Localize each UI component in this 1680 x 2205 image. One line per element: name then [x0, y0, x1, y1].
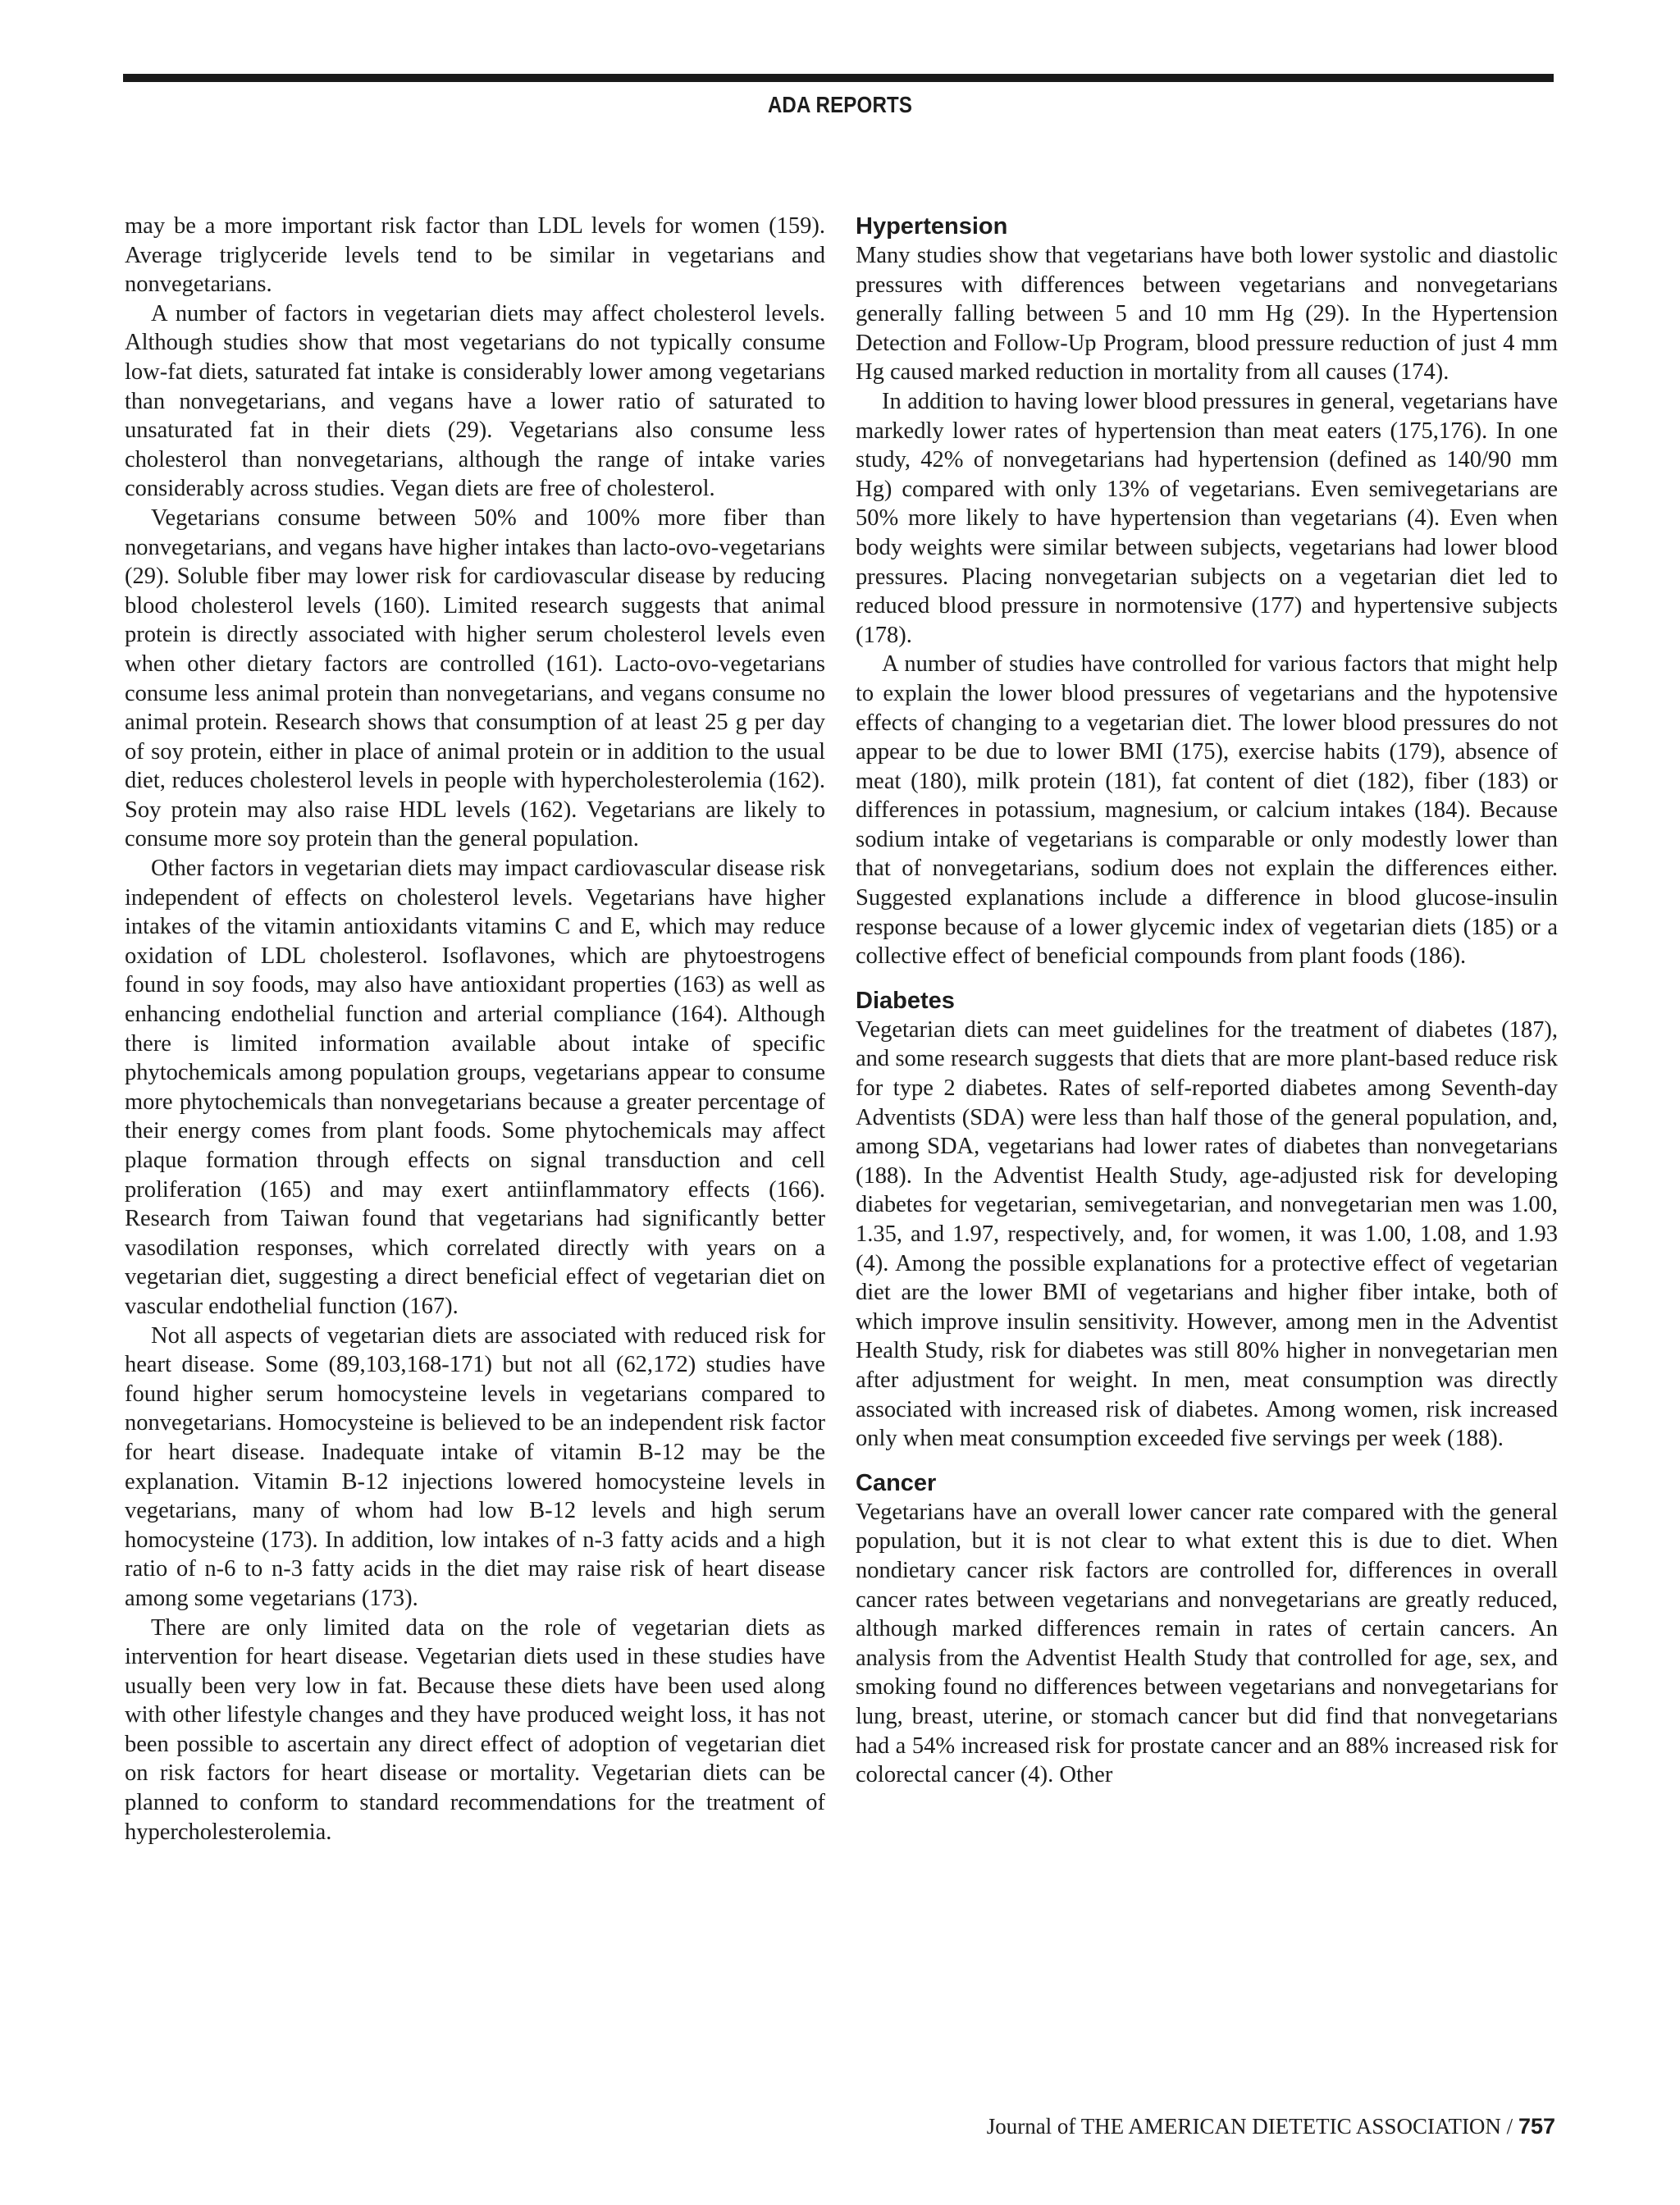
journal-name: Journal of THE AMERICAN DIETETIC ASSOCIATION / — [986, 2114, 1518, 2139]
section-heading-diabetes: Diabetes — [856, 987, 955, 1014]
paragraph: Many studies show that vegetarians have both lower systolic and diastolic pressures with differences between vegetarians and nonvegetarians generally falling between 5 and 10 mm Hg (29). In the Hypertension Detection and Follow-Up Program, blood pressure reduction of just 4 mm Hg caused marked reduction in mortality from all causes (174). — [856, 243, 1558, 386]
right-column — [856, 212, 1558, 1790]
section-heading-hypertension: Hypertension — [856, 213, 1008, 240]
left-column — [125, 212, 825, 1847]
paragraph: Vegetarian diets can meet guidelines for the treatment of diabetes (187), and some research suggests that diets that are more plant-based reduce risk for type 2 diabetes. Rates of self-reported diabetes among Seventh-day Adventists (SDA) were less than half those of the general population, and, among SDA, vegetarians had lower rates of diabetes than nonvegetarians (188). In the Adventist Health Study, age-adjusted risk for developing diabetes for vegetarian, semivegetarian, and nonvegetarian men was 1.00, 1.35, and 1.97, respectively, and, for women, it was 1.00, 1.08, and 1.93 (4). Among the possible explanations for a protective effect of vegetarian diet are the lower BMI of vegetarians and higher fiber intake, both of which improve insulin sensitivity. However, among men in the Adventist Health Study, risk for diabetes was still 80% higher in nonvegetarian men after adjustment for weight. In men, meat consumption was directly associated with increased risk of diabetes. Among women, risk increased only when meat consumption exceeded five servings per week (188). — [856, 1016, 1558, 1452]
paragraph: A number of studies have controlled for various factors that might help to explain the lower blood pressures of vegetarians and the hypotensive effects of changing to a vegetarian diet. The lower blood pressures do not appear to be due to lower BMI (175), exercise habits (179), absence of meat (180), milk protein (181), fat content of diet (182), fiber (183) or differences in potassium, magnesium, or calcium intakes (184). Because sodium intake of vegetarians is comparable or only modestly lower than that of nonvegetarians, sodium does not explain the differences either. Suggested explanations include a difference in blood glucose-insulin response because of a lower glycemic index of vegetarian diets (185) or a collective effect of beneficial compounds from plant foods (186). — [856, 651, 1558, 970]
paragraph: A number of factors in vegetarian diets may affect cholesterol levels. Although studies show that most vegetarians do not typically consume low-fat diets, saturated fat intake is considerably lower among vegetarians than nonvegetarians, and vegans have a lower ratio of saturated to unsaturated fat in their diets (29). Vegetarians also consume less cholesterol than nonvegetarians, although the range of intake varies considerably across studies. Vegan diets are free of cholesterol. — [125, 300, 825, 502]
paragraph: may be a more important risk factor than LDL levels for women (159). Average triglyceride levels tend to be similar in vegetarians and nonvegetarians. — [125, 213, 825, 298]
paragraph: Vegetarians consume between 50% and 100% more fiber than nonvegetarians, and vegans have higher intakes than lacto-ovo-vegetarians (29). Soluble fiber may lower risk for cardiovascular disease by reducing blood cholesterol levels (160). Limited research suggests that animal protein is directly associated with higher serum cholesterol levels even when other dietary factors are controlled (161). Lacto-ovo-vegetarians consume less animal protein than nonvegetarians, and vegans consume no animal protein. Research shows that consumption of at least 25 g per day of soy protein, either in place of animal protein or in addition to the usual diet, reduces cholesterol levels in people with hypercholesterolemia (162). Soy protein may also raise HDL levels (162). Vegetarians are likely to consume more soy protein than the general population. — [125, 504, 825, 852]
section-label: ADA REPORTS — [767, 92, 913, 117]
page-footer — [987, 2114, 1555, 2139]
paragraph: There are only limited data on the role of vegetarian diets as intervention for heart disease. Vegetarian diets used in these studies have usually been very low in fat. Because these diets have been used along with other lifestyle changes and they have produced weight loss, it has not been possible to ascertain any direct effect of adoption of vegetarian diet on risk factors for heart disease or mortality. Vegetarian diets can be planned to conform to standard recommendations for the treatment of hypercholesterolemia. — [125, 1614, 825, 1845]
paragraph: Not all aspects of vegetarian diets are associated with reduced risk for heart disease. Some (89,103,168-171) but not all (62,172) studies have found higher serum homocysteine levels in vegetarians compared to nonvegetarians. Homocysteine is believed to be an independent risk factor for heart disease. Inadequate intake of vitamin B-12 may be the explanation. Vitamin B-12 injections lowered homocysteine levels in vegetarians, many of whom had low B-12 levels and high serum homocysteine (173). In addition, low intakes of n-3 fatty acids and a high ratio of n-6 to n-3 fatty acids in the diet may raise risk of heart disease among some vegetarians (173). — [125, 1322, 825, 1611]
header-rule — [123, 74, 1554, 82]
section-heading-cancer: Cancer — [856, 1469, 937, 1496]
paragraph: In addition to having lower blood pressures in general, vegetarians have markedly lower rates of hypertension than meat eaters (175,176). In one study, 42% of nonvegetarians had hypertension (defined as 140/90 mm Hg) compared with only 13% of vegetarians. Even semivegetarians are 50% more likely to have hypertension than vegetarians (4). Even when body weights were similar between subjects, vegetarians had lower blood pressures. Placing nonvegetarian subjects on a vegetarian diet led to reduced blood pressure in normotensive (177) and hypertensive subjects (178). — [856, 388, 1558, 648]
paragraph: Vegetarians have an overall lower cancer rate compared with the general population, but it is not clear to what extent this is due to diet. When nondietary cancer risk factors are controlled for, differences in overall cancer rates between vegetarians and nonvegetarians are greatly reduced, although marked differences remain in rates of certain cancers. An analysis from the Adventist Health Study that controlled for age, sex, and smoking found no differences between vegetarians and nonvegetarians for lung, breast, uterine, or stomach cancer but did find that nonvegetarians had a 54% increased risk for prostate cancer and an 88% increased risk for colorectal cancer (4). Other — [856, 1499, 1558, 1788]
page-number: 757 — [1518, 2114, 1555, 2139]
paragraph: Other factors in vegetarian diets may impact cardiovascular disease risk independent of effects on cholesterol levels. Vegetarians have higher intakes of the vitamin antioxidants vitamins C and E, which may reduce oxidation of LDL cholesterol. Isoflavones, which are phytoestrogens found in soy foods, may also have antioxidant properties (163) as well as enhancing endothelial function and arterial compliance (164). Although there is limited information available about intake of specific phytochemicals among population groups, vegetarians appear to consume more phytochemicals than nonvegetarians because a greater percentage of their energy comes from plant foods. Some phytochemicals may affect plaque formation through effects on signal transduction and cell proliferation (165) and may exert antiinflammatory effects (166). Research from Taiwan found that vegetarians had significantly better vasodilation responses, which correlated directly with years on a vegetarian diet, suggesting a direct beneficial effect of vegetarian diet on vascular endothelial function (167). — [125, 856, 825, 1319]
